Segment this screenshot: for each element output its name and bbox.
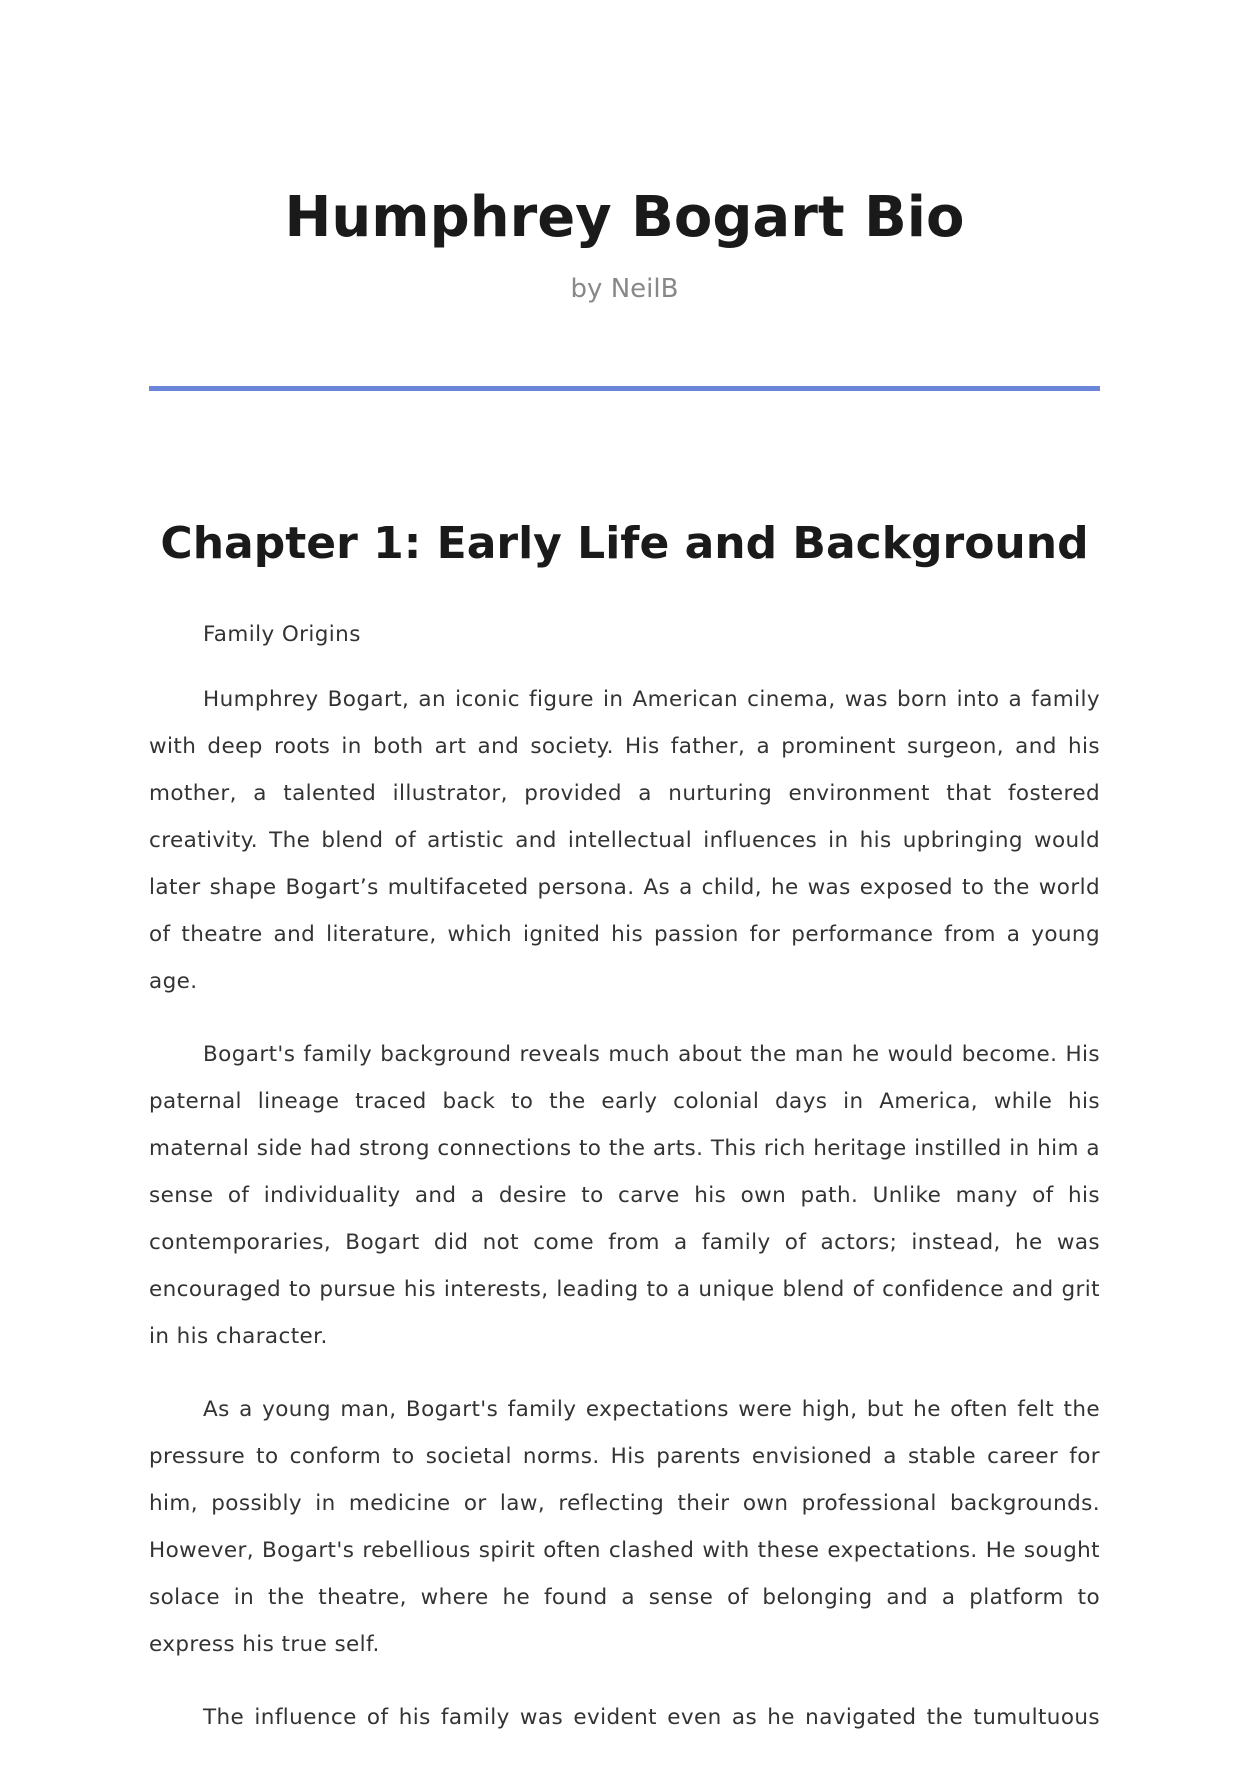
chapter-title: Chapter 1: Early Life and Background — [160, 518, 1089, 569]
title-divider — [149, 386, 1100, 391]
chapter-body — [149, 611, 1100, 1767]
paragraph: Humphrey Bogart, an iconic figure in American cinema, was born into a family with deep roots in both art and society. His father, a prominent surgeon, and his mother, a talented illustrator, provided a nurturing environment that fostered creativity. The blend of artistic and intellectual influences in his upbringing would later shape Bogart’s multifaceted persona. As a child, he was exposed to the world of theatre and literature, which ignited his passion for performance from a young age. — [149, 687, 1100, 994]
paragraph: Bogart's family background reveals much about the man he would become. His paternal lineage traced back to the early colonial days in America, while his maternal side had strong connections to the arts. This rich heritage instilled in him a sense of individuality and a desire to carve his own path. Unlike many of his contemporaries, Bogart did not come from a family of actors; instead, he was encouraged to pursue his interests, leading to a unique blend of confidence and grit in his character. — [149, 1042, 1100, 1349]
document-title: Humphrey Bogart Bio — [284, 185, 965, 250]
document-author: by NeilB — [570, 274, 679, 304]
paragraph: The influence of his family was evident even as he navigated the tumultuous — [203, 1705, 1100, 1730]
paragraph: As a young man, Bogart's family expectations were high, but he often felt the pressure to conform to societal norms. His parents envisioned a stable career for him, possibly in medicine or law, reflecting their own professional backgrounds. However, Bogart's rebellious spirit often clashed with these expectations. He sought solace in the theatre, where he found a sense of belonging and a platform to express his true self. — [149, 1397, 1100, 1657]
section-heading: Family Origins — [203, 622, 361, 647]
document-page — [149, 0, 1100, 1754]
